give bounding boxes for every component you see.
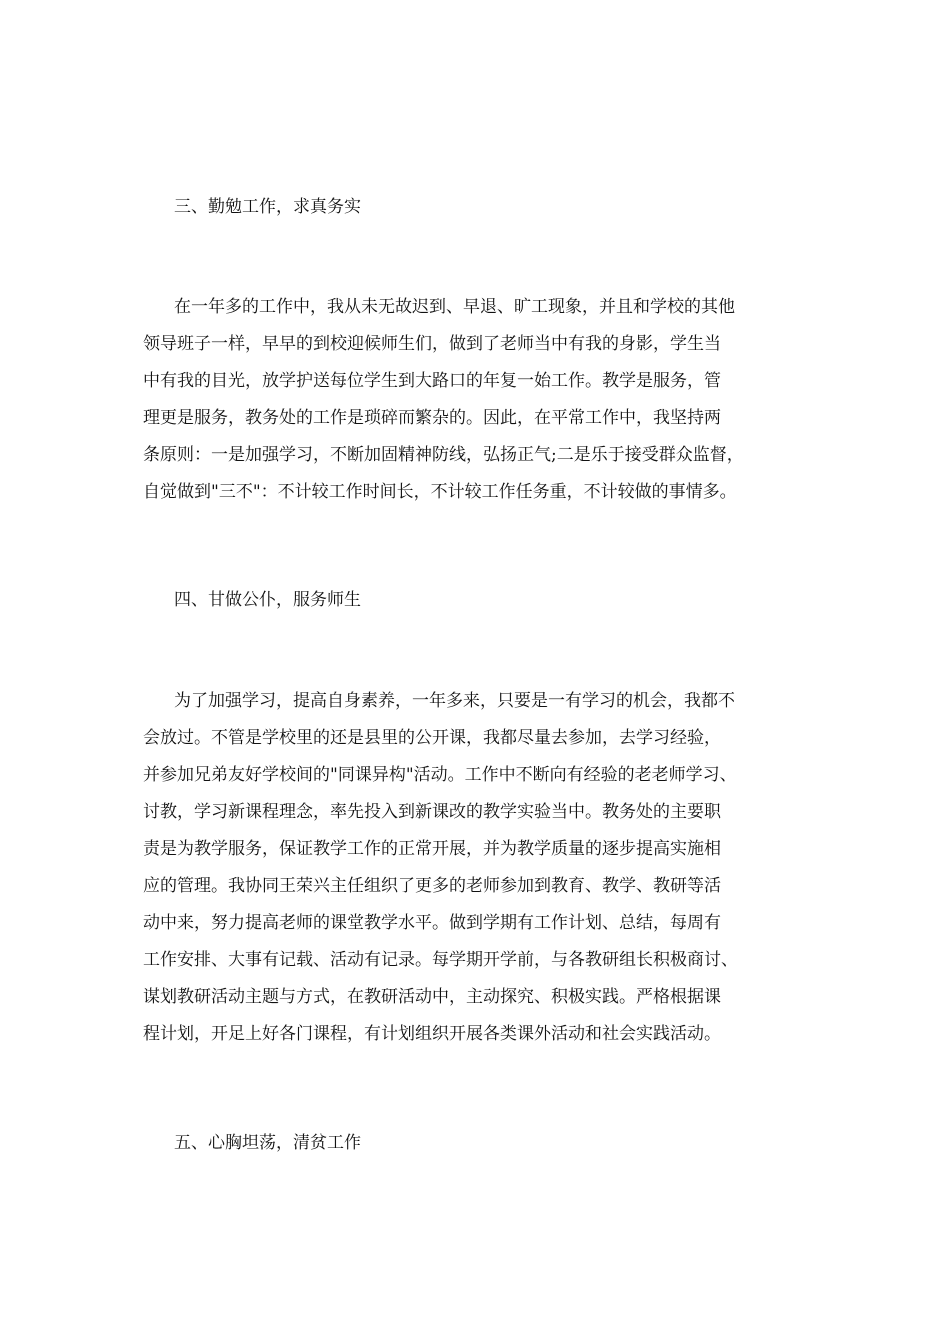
paragraph-line: 责是为教学服务，保证教学工作的正常开展，并为教学质量的逐步提高实施相 <box>143 839 721 859</box>
paragraph-line: 自觉做到"三不"：不计较工作时间长，不计较工作任务重，不计较做的事情多。 <box>143 482 737 502</box>
paragraph-line: 讨教，学习新课程理念，率先投入到新课改的教学实验当中。教务处的主要职 <box>143 802 721 822</box>
paragraph-line: 工作安排、大事有记载、活动有记录。每学期开学前，与各教研组长积极商讨、 <box>143 950 738 970</box>
paragraph-line: 理更是服务，教务处的工作是琐碎而繁杂的。因此，在平常工作中，我坚持两 <box>143 408 721 428</box>
paragraph-line: 为了加强学习，提高自身素养，一年多来，只要是一有学习的机会，我都不 <box>174 691 735 711</box>
paragraph-line: 条原则：一是加强学习，不断加固精神防线，弘扬正气;二是乐于接受群众监督， <box>143 445 744 465</box>
section-paragraph-3 <box>143 289 823 511</box>
section-paragraph-4 <box>143 683 823 1053</box>
section-heading-5: 五、心胸坦荡，清贫工作 <box>174 1133 361 1153</box>
paragraph-line: 并参加兄弟友好学校间的"同课异构"活动。工作中不断向有经验的老老师学习、 <box>143 765 737 785</box>
paragraph-line: 中有我的目光，放学护送每位学生到大路口的年复一始工作。教学是服务，管 <box>143 371 721 391</box>
paragraph-line: 会放过。不管是学校里的还是县里的公开课，我都尽量去参加，去学习经验， <box>143 728 721 748</box>
section-heading-4: 四、甘做公仆，服务师生 <box>174 590 361 610</box>
paragraph-line: 程计划，开足上好各门课程，有计划组织开展各类课外活动和社会实践活动。 <box>143 1024 721 1044</box>
paragraph-line: 领导班子一样，早早的到校迎候师生们，做到了老师当中有我的身影，学生当 <box>143 334 721 354</box>
paragraph-line: 谋划教研活动主题与方式，在教研活动中，主动探究、积极实践。严格根据课 <box>143 987 721 1007</box>
paragraph-line: 动中来，努力提高老师的课堂教学水平。做到学期有工作计划、总结，每周有 <box>143 913 721 933</box>
paragraph-line: 应的管理。我协同王荣兴主任组织了更多的老师参加到教育、教学、教研等活 <box>143 876 721 896</box>
section-heading-3: 三、勤勉工作，求真务实 <box>174 197 361 217</box>
paragraph-line: 在一年多的工作中，我从未无故迟到、早退、旷工现象，并且和学校的其他 <box>174 297 735 317</box>
